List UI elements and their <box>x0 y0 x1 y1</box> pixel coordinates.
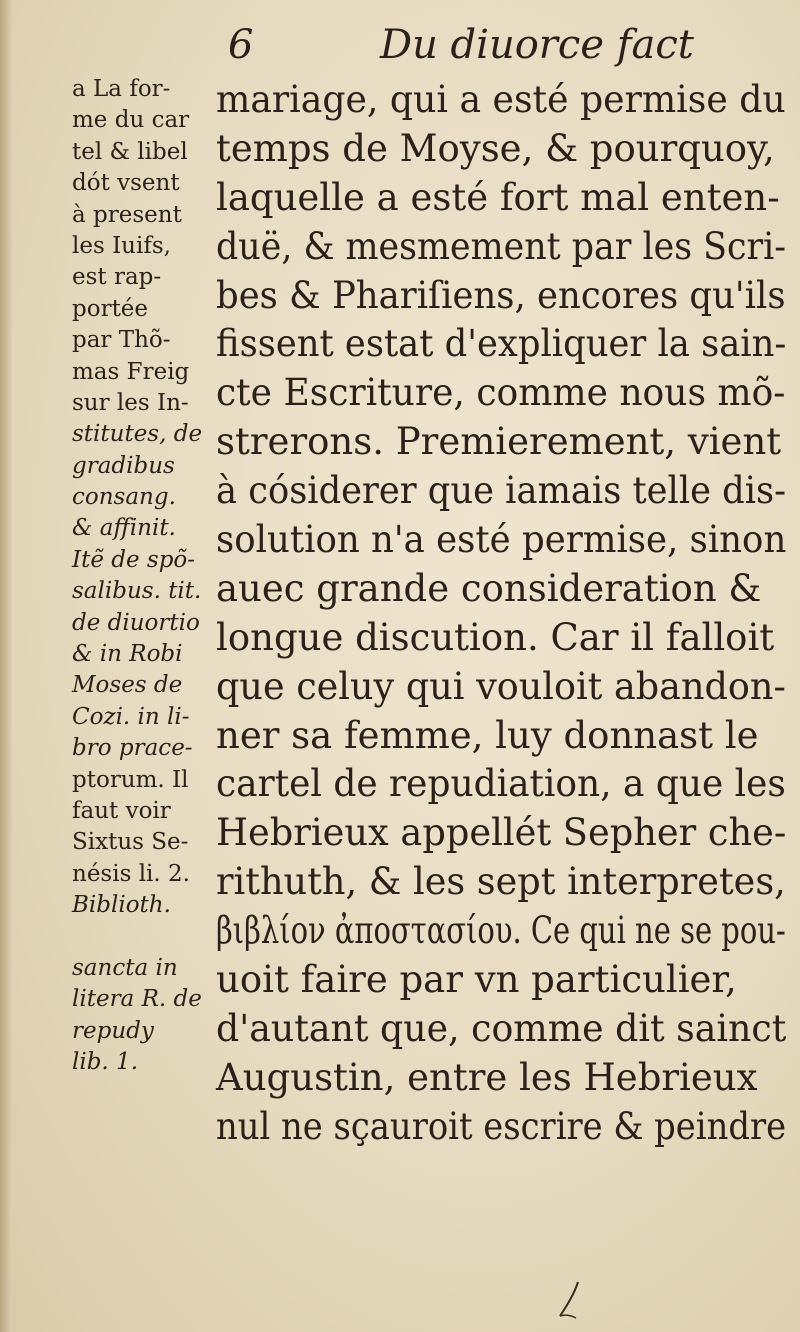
marginal-note-line: Cozi. in li- <box>72 703 190 730</box>
ink-mark <box>556 1280 586 1320</box>
marginal-note-line: gradibus <box>72 452 175 479</box>
marginal-note-line <box>72 922 214 953</box>
marginal-note-line: & in Robi <box>72 641 183 668</box>
text-line: Augustin, entre les Hebrieux <box>216 1055 758 1099</box>
marginal-note-line: est rap- <box>72 264 162 291</box>
text-line: solution n'a esté permise, sinon <box>216 518 787 562</box>
marginal-note-line: Biblioth. <box>72 892 171 919</box>
page-number: 6 <box>228 22 254 68</box>
marginal-note-line: salibus. tit. <box>72 578 202 605</box>
text-line: laquelle a esté fort mal enten- <box>216 175 780 219</box>
marginal-note-line: stitutes, de <box>72 421 203 448</box>
marginal-note-line: repudy <box>72 1017 154 1044</box>
marginal-note-line: faut voir <box>72 797 171 824</box>
text-line: duë, & mesmement par les Scri- <box>216 224 787 268</box>
text-line: rithuth, & les sept interpretes, <box>216 860 786 904</box>
marginal-note-line: sancta in <box>72 954 178 981</box>
marginal-note-line: les Iuifs, <box>72 232 171 259</box>
marginal-note-line: Itẽ de spõ- <box>72 546 196 573</box>
text-line: que celuy qui vouloit abandon- <box>216 664 786 708</box>
page-header <box>0 18 800 68</box>
marginal-note-line: à present <box>72 201 182 228</box>
marginal-note-line: ptorum. Il <box>72 766 189 793</box>
text-line: Hebrieux appellét Sepher che- <box>216 811 787 855</box>
text-line: βιβλίον ἀποστασίου. Ce qui ne se pou- <box>216 909 786 953</box>
marginal-note-line: par Thõ- <box>72 327 171 354</box>
marginal-note-line: tel & libel <box>72 138 188 165</box>
marginal-note-line: nésis li. 2. <box>72 860 190 887</box>
marginal-note-line: lib. 1. <box>72 1049 139 1076</box>
marginal-note-line: Sixtus Se- <box>72 829 189 856</box>
text-line: temps de Moyse, & pourquoy, <box>216 126 775 170</box>
text-line: strerons. Premierement, vient <box>216 420 782 464</box>
text-line: longue discution. Car il falloit <box>216 615 775 659</box>
main-text-block <box>216 76 786 1152</box>
text-line: auec grande consideration & <box>216 566 762 610</box>
marginal-note-line: a La for- <box>72 76 171 102</box>
running-title: Du diuorce fact <box>380 22 694 68</box>
marginal-note-line: me du car <box>72 107 190 134</box>
text-line: cartel de repudiation, a que les <box>216 762 786 806</box>
text-line: uoit faire par vn particulier, <box>216 958 737 1002</box>
marginal-note-line: mas Freig <box>72 358 190 385</box>
marginal-note-line: & affinit. <box>72 515 176 542</box>
marginal-note-line: dót vsent <box>72 170 180 197</box>
marginal-note-line: consang. <box>72 484 176 511</box>
text-line: mariage, qui a esté permise du <box>216 78 786 121</box>
text-line: fissent estat d'expliquer la sain- <box>216 322 787 366</box>
marginal-note-line: bro prace- <box>72 735 193 762</box>
marginal-note-line: portée <box>72 295 149 322</box>
text-line: d'autant que, comme dit sainct <box>216 1006 787 1050</box>
text-line: nul ne sçauroit escrire & peindre <box>216 1104 787 1148</box>
text-line: bes & Phariſiens, encores qu'ils <box>216 273 786 317</box>
marginal-note <box>72 74 214 1079</box>
marginal-note-line: de diuortio <box>72 609 200 636</box>
marginal-note-line: sur les In- <box>72 389 189 416</box>
marginal-note-line: Moses de <box>72 672 183 699</box>
text-line: à cósiderer que iamais telle dis- <box>216 469 787 513</box>
binding-edge <box>0 0 12 1332</box>
marginal-note-line: litera R. de <box>72 986 202 1013</box>
text-line: ner sa femme, luy donnast le <box>216 713 759 757</box>
text-line: cte Escriture, comme nous mõ- <box>216 371 786 415</box>
